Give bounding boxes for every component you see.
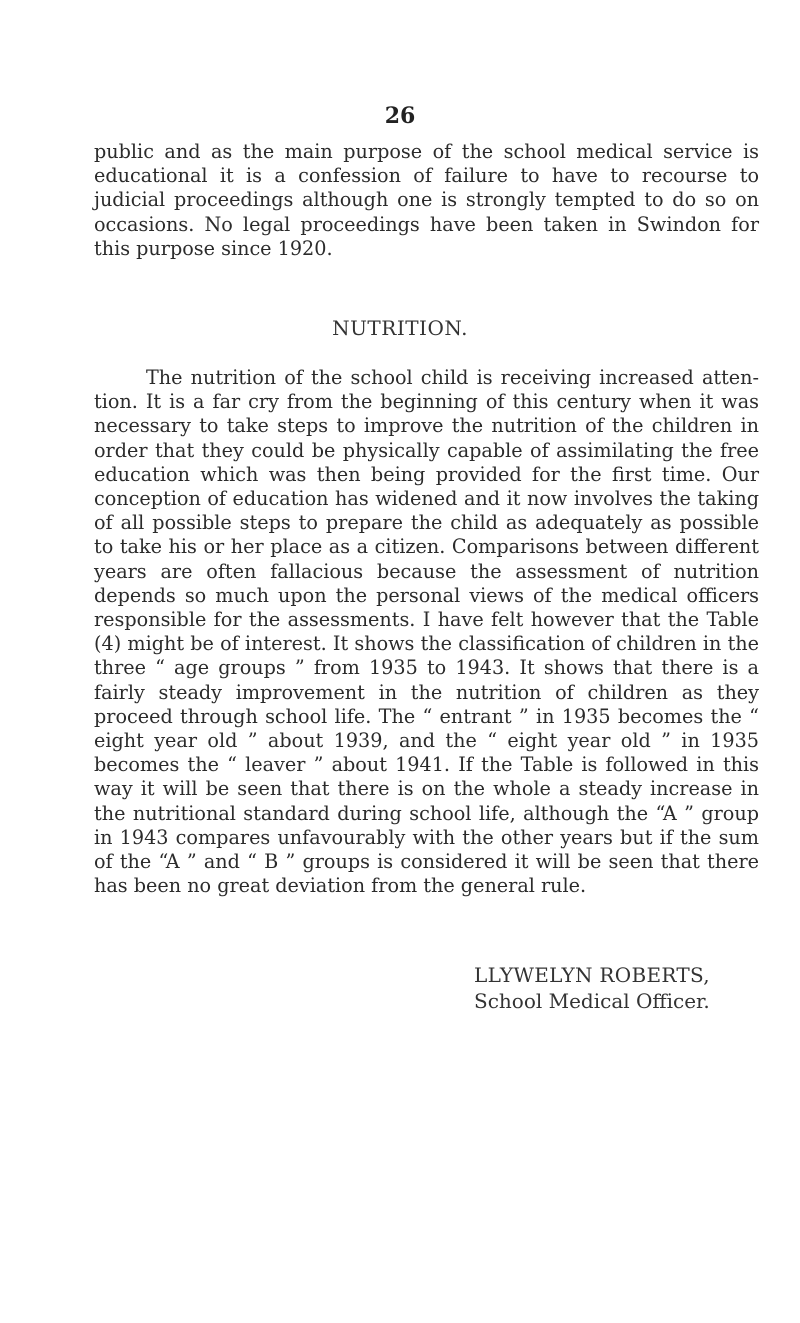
signature-name: LLYWELYN ROBERTS, — [474, 963, 710, 987]
body-paragraph-1: public and as the main purpose of the school medical service is educational it is a confession of failure to have to recourse to judicial proceedings although one is strongly tempted to do so on occasions. No legal proceedings have been taken in Swindon for this purpose since 1920. — [94, 140, 759, 260]
page-number: 26 — [384, 103, 416, 129]
signature-title: School Medical Officer. — [474, 989, 710, 1013]
signature-block — [474, 962, 710, 1014]
nutrition-paragraph-text: The nutrition of the school child is receiving increased atten- tion. It is a far cry from the beginning of this century when it was necessary to take steps to improve the nutrition of the children in order that they could be physically capable of assimilating the free education which was then being provided for the first time. Our conception of education has widened and it now involves the taking of all possible steps to prepare the child as adequately as possible to take his or her place as a citizen. Comparisons between different years are often fallacious because the assessment of nutrition depends so much upon the personal views of the medical officers responsible for the assessments. I have felt however that the Table (4) might be of interest. It shows the classification of children in the three “ age groups ” from 1935 to 1943. It shows that there is a fairly steady improvement in the nutrition of children as they proceed through school life. The “ entrant ” in 1935 becomes the “ eight year old ” about 1939, and the “ eight year old ” in 1935 becomes the “ leaver ” about 1941. If the Table is followed in this way it will be seen that there is on the whole a steady increase in the nutritional standard during school life, although the “A ” group in 1943 compares unfavourably with the other years but if the sum of the “A ” and “ B ” groups is considered it will be seen that there has been no great deviation from the general rule. — [94, 366, 759, 898]
section-heading: NUTRITION. — [332, 316, 468, 340]
body-paragraph-2 — [94, 366, 759, 898]
